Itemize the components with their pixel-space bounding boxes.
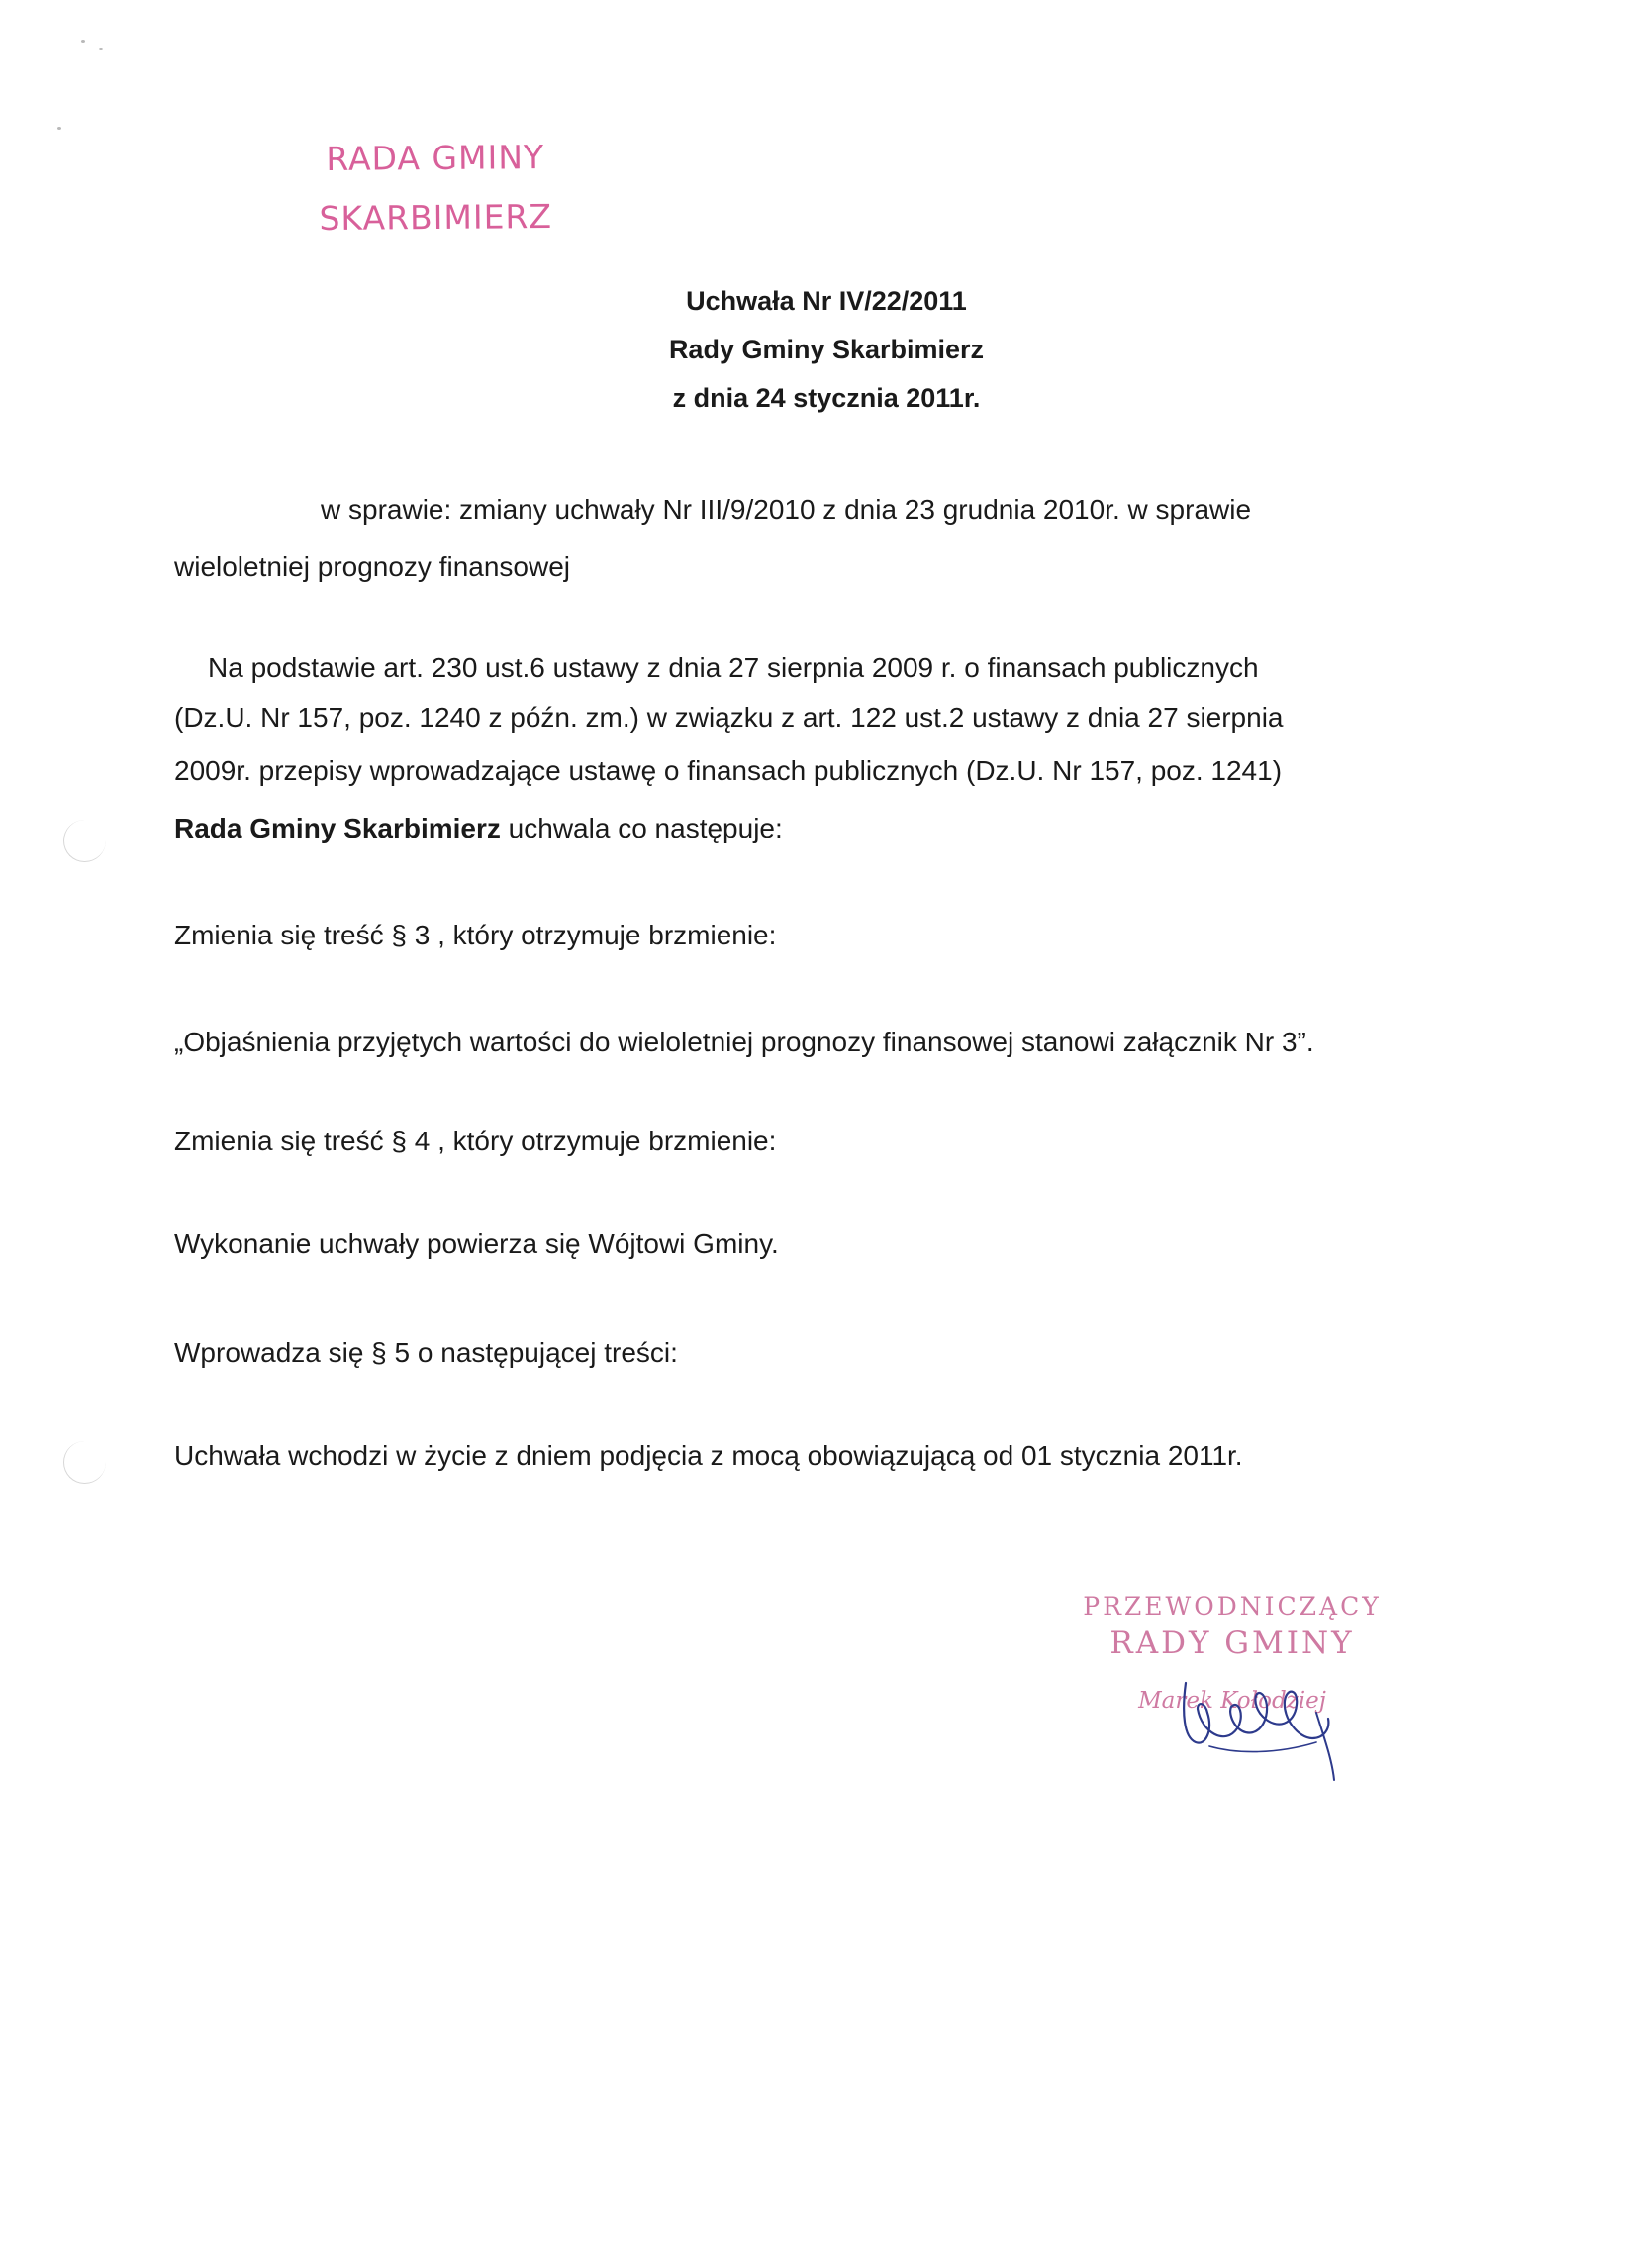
subject-line-1: w sprawie: zmiany uchwały Nr III/9/2010 z dnia 23 grudnia 2010r. w sprawie xyxy=(321,494,1252,525)
scan-speck xyxy=(81,40,85,43)
chairman-stamp-name: Marek Kołodziej xyxy=(1138,1688,1326,1714)
punch-hole xyxy=(63,1441,106,1484)
chairman-stamp-title: PRZEWODNICZĄCY xyxy=(1083,1592,1382,1621)
handwritten-signature xyxy=(1168,1643,1356,1782)
stamp-line-skarbimierz: SKARBIMIERZ xyxy=(319,196,553,239)
paragraph-explanations: „Objaśnienia przyjętych wartości do wieloletniej prognozy finansowej stanowi załącznik Nr 3”. xyxy=(174,1027,1314,1057)
subject-line-2: wieloletniej prognozy finansowej xyxy=(174,551,571,582)
punch-hole xyxy=(63,820,106,862)
resolution-issuer: Rady Gminy Skarbimierz xyxy=(668,335,985,364)
paragraph-entry-into-force: Uchwała wchodzi w życie z dniem podjęcia z mocą obowiązującą od 01 stycznia 2011r. xyxy=(174,1440,1243,1471)
council-header-stamp xyxy=(286,128,584,249)
resolves-text: uchwala co następuje: xyxy=(500,813,783,843)
stamp-line-rada-gminy: RADA GMINY xyxy=(326,138,545,178)
council-name-bold: Rada Gminy Skarbimierz xyxy=(174,813,501,843)
paragraph-change-3: Zmienia się treść § 3 , który otrzymuje brzmienie: xyxy=(174,920,777,950)
paragraph-execution: Wykonanie uchwały powierza się Wójtowi Gminy. xyxy=(174,1229,779,1259)
resolution-date: z dnia 24 stycznia 2011r. xyxy=(672,383,981,413)
basis-line-4 xyxy=(174,812,783,845)
paragraph-introduce-5: Wprowadza się § 5 o następującej treści: xyxy=(174,1337,678,1368)
scan-speck xyxy=(99,48,103,50)
basis-line-2: (Dz.U. Nr 157, poz. 1240 z późn. zm.) w związku z art. 122 ust.2 ustawy z dnia 27 sierpnia xyxy=(174,702,1284,733)
resolution-number: Uchwała Nr IV/22/2011 xyxy=(686,286,967,316)
resolution-title xyxy=(554,277,1099,423)
basis-line-1: Na podstawie art. 230 ust.6 ustawy z dnia 27 sierpnia 2009 r. o finansach publicznych xyxy=(208,652,1259,683)
chairman-stamp-council: RADY GMINY xyxy=(1109,1626,1355,1661)
basis-line-3: 2009r. przepisy wprowadzające ustawę o finansach publicznych (Dz.U. Nr 157, poz. 1241) xyxy=(174,755,1283,786)
scan-speck xyxy=(57,127,61,130)
paragraph-change-4: Zmienia się treść § 4 , który otrzymuje brzmienie: xyxy=(174,1126,777,1156)
